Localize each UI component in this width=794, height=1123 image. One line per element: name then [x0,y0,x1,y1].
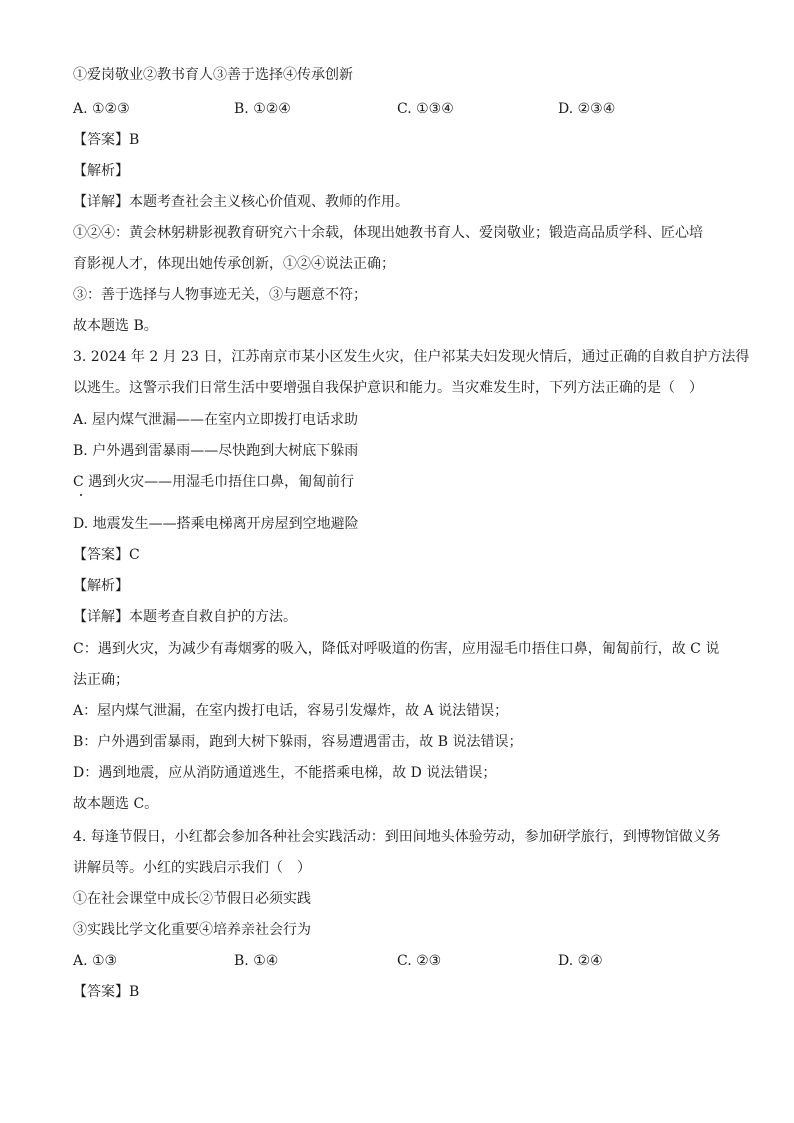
q3-stem-line-2: 以逃生。这警示我们日常生活中要增强自我保护意识和能力。当灾难发生时，下列方法正确的是（ ） [73,380,703,396]
q2-conclusion: 故本题选 B。 [73,318,158,334]
q3-detail: 【详解】本题考查自救自护的方法。 [73,609,297,625]
stray-dot [80,494,82,496]
q2-option-d: D. ②③④ [558,101,616,117]
q3-explanation-a: A：屋内煤气泄漏，在室内拨打电话，容易引发爆炸，故 A 说法错误； [73,703,509,719]
q3-option-b: B. 户外遇到雷暴雨——尽快跑到大树底下躲雨 [73,443,359,459]
q4-items-line-2: ③实践比学文化重要④培养亲社会行为 [73,922,311,938]
q3-explanation-b: B：户外遇到雷暴雨，跑到大树下躲雨，容易遭遇雷击，故 B 说法错误； [73,734,523,750]
q3-option-d: D. 地震发生——搭乘电梯离开房屋到空地避险 [73,516,359,532]
q2-option-b: B. ①②④ [234,101,291,117]
q3-option-c: C 遇到火灾——用湿毛巾捂住口鼻，匍匐前行 [73,474,355,490]
q4-option-d: D. ②④ [558,953,603,969]
q2-items-line: ①爱岗敬业②教书育人③善于选择④传承创新 [73,67,353,83]
q3-explanation-c-line-1: C：遇到火灾，为减少有毒烟雾的吸入，降低对呼吸道的伤害，应用湿毛巾捂住口鼻，匍匐前行，故 C 说 [73,641,720,657]
q2-option-c: C. ①③④ [397,101,454,117]
q4-option-c: C. ②③ [397,953,442,969]
q2-explanation-line-3: ③：善于选择与人物事迹无关，③与题意不符； [73,287,367,303]
q4-option-a: A. ①③ [73,953,118,969]
q4-stem-line-1: 4. 每逢节假日，小红都会参加各种社会实践活动：到田间地头体验劳动，参加研学旅行，到博物馆做义务 [73,829,721,845]
q3-conclusion: 故本题选 C。 [73,796,159,812]
q2-analysis-heading: 【解析】 [73,163,129,179]
q2-explanation-line-2: 育影视人才，体现出她传承创新，①②④说法正确； [73,256,395,272]
q2-answer: 【答案】B [73,132,140,148]
q2-detail: 【详解】本题考查社会主义核心价值观、教师的作用。 [73,194,409,210]
q4-option-b: B. ①④ [234,953,279,969]
q4-answer: 【答案】B [73,984,140,1000]
q4-items-line-1: ①在社会课堂中成长②节假日必须实践 [73,891,311,907]
q2-explanation-line-1: ①②④：黄会林躬耕影视教育研究六十余载，体现出她教书育人、爱岗敬业；锻造高品质学科、匠心培 [73,225,703,241]
q3-stem-line-1: 3. 2024 年 2 月 23 日，江苏南京市某小区发生火灾，住户祁某夫妇发现火情后，通过正确的自救自护方法得 [73,349,750,365]
q4-stem-line-2: 讲解员等。小红的实践启示我们（ ） [73,860,311,876]
q3-analysis-heading: 【解析】 [73,578,129,594]
q3-option-a: A. 屋内煤气泄漏——在室内立即拨打电话求助 [73,412,359,428]
q3-answer: 【答案】C [73,547,140,563]
q3-explanation-d: D：遇到地震，应从消防通道逃生，不能搭乘电梯，故 D 说法错误； [73,765,497,781]
q2-option-a: A. ①②③ [73,101,130,117]
q3-explanation-c-line-2: 法正确； [73,672,129,688]
